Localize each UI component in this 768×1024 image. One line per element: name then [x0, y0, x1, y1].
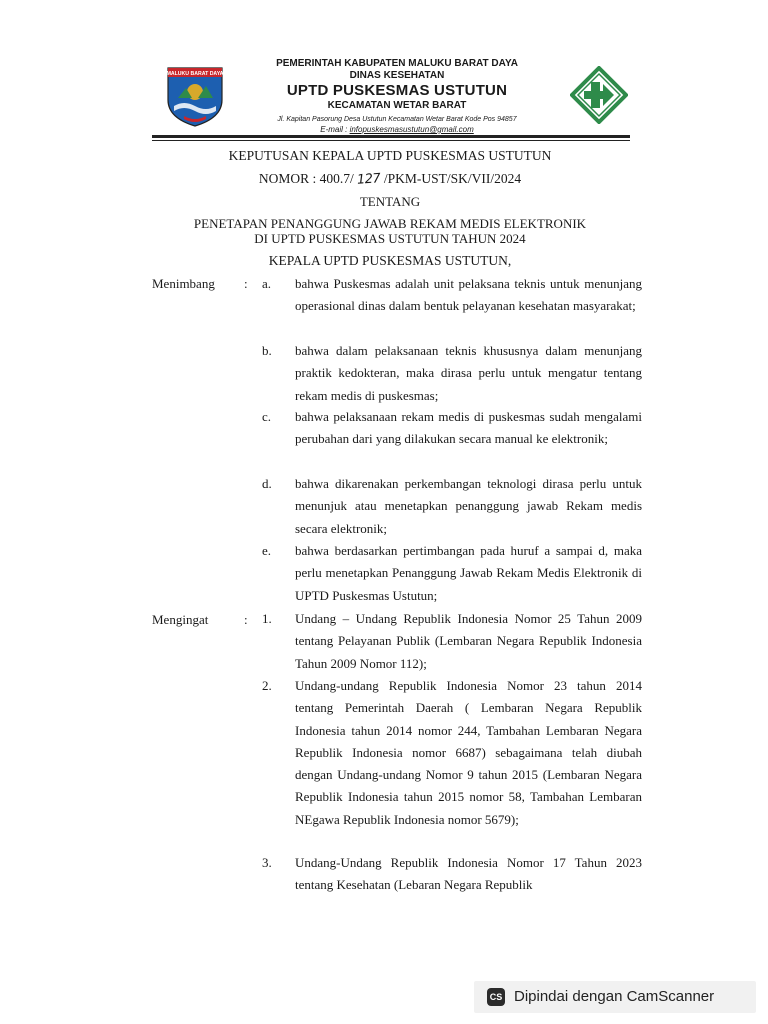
mengingat-colon: :: [244, 612, 248, 627]
menimbang-label: Menimbang: [152, 276, 215, 291]
menimbang-colon: :: [244, 276, 248, 291]
letterhead-divider-thin: [152, 140, 630, 141]
item-marker: 3.: [262, 855, 272, 870]
item-text: Undang – Undang Republik Indonesia Nomor 25 Tahun 2009 tentang Pelayanan Publik (Lembaran Negara Republik Indonesia Tahun 2009 Nomor 112);: [295, 611, 642, 671]
item-marker: 2.: [262, 678, 272, 693]
letterhead-address: Jl. Kapitan Pasorung Desa Ustutun Kecamatan Wetar Barat Kode Pos 94857: [277, 116, 517, 123]
letterhead-divider-thick: [152, 135, 630, 138]
decree-title: KEPUTUSAN KEPALA UPTD PUSKESMAS USTUTUN: [228, 148, 552, 163]
decree-number-prefix: NOMOR : 400.7/: [258, 171, 354, 186]
item-marker: a.: [262, 276, 272, 291]
regency-emblem-icon: [164, 62, 226, 128]
item-text: Undang-Undang Republik Indonesia Nomor 17 Tahun 2023 tentang Kesehatan (Lebaran Negara Republik: [295, 855, 642, 893]
item-marker: e.: [262, 543, 272, 558]
svg-text:MALUKU BARAT DAYA: MALUKU BARAT DAYA: [166, 71, 224, 77]
camscanner-label: Dipindai dengan CamScanner: [514, 988, 715, 1005]
item-text: bahwa dikarenakan perkembangan teknologi dirasa perlu untuk menunjuk atau menetapkan penanggung jawab Rekam medis secara elektronik;: [295, 476, 642, 536]
camscanner-watermark: [474, 981, 756, 1013]
decree-number: [150, 171, 630, 187]
mengingat-label: Mengingat: [152, 612, 209, 627]
email-link[interactable]: infopuskesmasustutun@gmail.com: [349, 125, 474, 134]
decree-subject-line-2: DI UPTD PUSKESMAS USTUTUN TAHUN 2024: [254, 231, 526, 246]
letterhead: [150, 54, 632, 140]
decree-subject-line-1: PENETAPAN PENANGGUNG JAWAB REKAM MEDIS ELEKTRONIK: [193, 216, 587, 231]
letterhead-district: KECAMATAN WETAR BARAT: [327, 100, 467, 111]
email-label: E-mail :: [320, 125, 350, 134]
decree-subject: [150, 216, 630, 246]
camscanner-icon: CS: [487, 988, 505, 1006]
signatory-heading: KEPALA UPTD PUSKESMAS USTUTUN,: [268, 253, 512, 268]
letterhead-agency: DINAS KESEHATAN: [349, 70, 445, 81]
item-marker: d.: [262, 476, 272, 491]
letterhead-email-line: [238, 125, 556, 135]
letterhead-government: PEMERINTAH KABUPATEN MALUKU BARAT DAYA: [276, 58, 518, 69]
puskesmas-logo-icon: [570, 66, 628, 124]
letterhead-institution: UPTD PUSKESMAS USTUTUN: [286, 82, 508, 99]
tentang-heading: TENTANG: [359, 194, 421, 209]
item-marker: 1.: [262, 611, 272, 626]
decree-number-handwritten: 127: [356, 171, 381, 188]
decree-number-suffix: /PKM-UST/SK/VII/2024: [383, 171, 522, 186]
item-text: bahwa Puskesmas adalah unit pelaksana teknis untuk menunjang operasional dinas dalam bentuk pelayanan kesehatan masyarakat;: [295, 276, 642, 314]
item-marker: c.: [262, 409, 272, 424]
item-text: bahwa berdasarkan pertimbangan pada huruf a sampai d, maka perlu menetapkan Penanggung Jawab Rekam Medis Elektronik di UPTD Puskesmas Ustutun;: [295, 543, 642, 603]
item-text: Undang-undang Republik Indonesia Nomor 23 tahun 2014 tentang Pemerintah Daerah ( Lembaran Negara Republik Indonesia tahun 2014 nomor 244, Tambahan Lembaran Negara Republik Indonesia nomor 6687) sebagaimana telah diubah dengan Undang-undang Nomor 9 tahun 2015 (Lembaran Negara Republik Indonesia tahun 2015 nomor 58, Tambahan Lembaran NEgawa Republik Indonesia nomor 5679);: [295, 678, 642, 827]
item-text: bahwa pelaksanaan rekam medis di puskesmas sudah mengalami perubahan dari yang dilakukan secara manual ke elektronik;: [295, 409, 642, 447]
item-marker: b.: [262, 343, 272, 358]
item-text: bahwa dalam pelaksanaan teknis khususnya dalam menunjang praktik kedokteran, maka dirasa perlu untuk mengatur tentang rekam medis di puskesmas;: [295, 343, 642, 403]
